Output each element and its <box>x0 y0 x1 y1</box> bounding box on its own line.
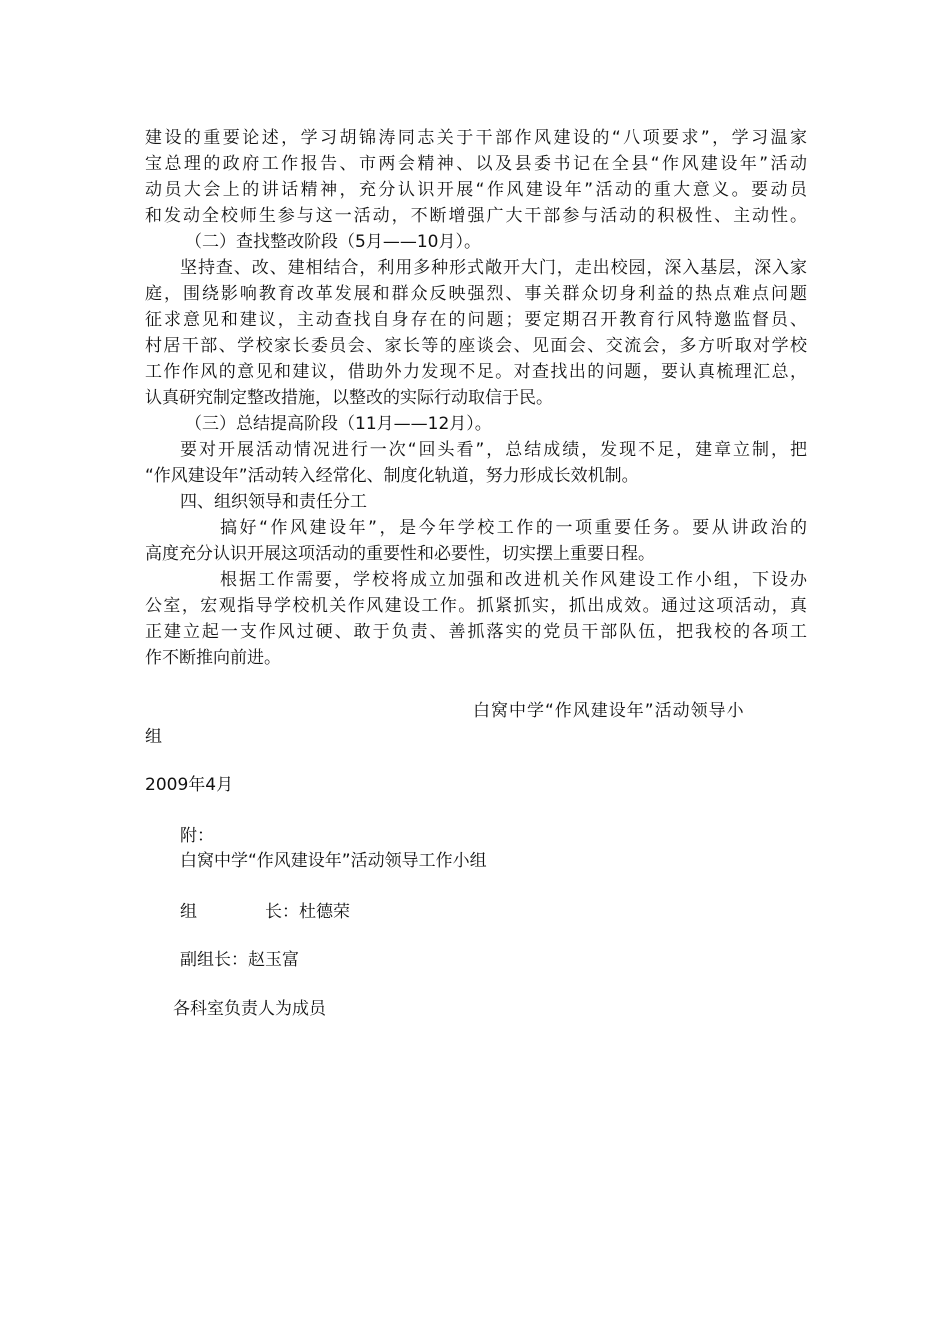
body-line: 建设的重要论述，学习胡锦涛同志关于干部作风建设的“八项要求”，学习温家 <box>145 128 807 148</box>
signature-org-cont: 组 <box>145 727 162 747</box>
body-line: 征求意见和建议，主动查找自身存在的问题；要定期召开教育行风特邀监督员、 <box>145 310 807 330</box>
body-line: “作风建设年”活动转入经常化、制度化轨道，努力形成长效机制。 <box>145 466 639 486</box>
body-line: 坚持查、改、建相结合，利用多种形式敞开大门，走出校园，深入基层，深入家 <box>180 258 807 278</box>
leader-label-part: 组 <box>180 902 197 922</box>
body-line: 庭，围绕影响教育改革发展和群众反映强烈、事关群众切身利益的热点难点问题 <box>145 284 807 304</box>
leader-name: 长：杜德荣 <box>265 902 350 922</box>
body-line: 高度充分认识开展这项活动的重要性和必要性，切实摆上重要日程。 <box>145 544 655 564</box>
leader-line <box>180 899 350 925</box>
body-line: 和发动全校师生参与这一活动，不断增强广大干部参与活动的积极性、主动性。 <box>145 206 807 226</box>
section-heading-2: （二）查找整改阶段（5月——10月）。 <box>185 232 481 252</box>
body-line: 宝总理的政府工作报告、市两会精神、以及县委书记在全县“作风建设年”活动 <box>145 154 807 174</box>
body-line: 工作作风的意见和建议，借助外力发现不足。对查找出的问题，要认真梳理汇总， <box>145 362 807 382</box>
body-line: 动员大会上的讲话精神，充分认识开展“作风建设年”活动的重大意义。要动员 <box>145 180 807 200</box>
members-note: 各科室负责人为成员 <box>173 999 326 1019</box>
body-line: 搞好“作风建设年”，是今年学校工作的一项重要任务。要从讲政治的 <box>220 518 807 538</box>
deputy-leader: 副组长：赵玉富 <box>180 950 299 970</box>
body-line: 村居干部、学校家长委员会、家长等的座谈会、见面会、交流会，多方听取对学校 <box>145 336 807 356</box>
signature-org: 白窝中学“作风建设年”活动领导小 <box>473 701 745 721</box>
body-line: 根据工作需要，学校将成立加强和改进机关作风建设工作小组，下设办 <box>220 570 807 590</box>
body-line: 认真研究制定整改措施，以整改的实际行动取信于民。 <box>145 388 553 408</box>
section-heading-3: （三）总结提高阶段（11月——12月）。 <box>185 414 492 434</box>
body-line: 要对开展活动情况进行一次“回头看”，总结成绩，发现不足，建章立制，把 <box>180 440 807 460</box>
attachment-label: 附： <box>180 826 214 846</box>
body-line: 公室，宏观指导学校机关作风建设工作。抓紧抓实，抓出成效。通过这项活动，真 <box>145 596 807 616</box>
body-line: 作不断推向前进。 <box>145 648 281 668</box>
attachment-title: 白窝中学“作风建设年”活动领导工作小组 <box>180 851 487 871</box>
body-line: 正建立起一支作风过硬、敢于负责、善抓落实的党员干部队伍，把我校的各项工 <box>145 622 807 642</box>
section-heading-4: 四、组织领导和责任分工 <box>180 492 367 512</box>
signature-date: 2009年4月 <box>145 775 234 795</box>
